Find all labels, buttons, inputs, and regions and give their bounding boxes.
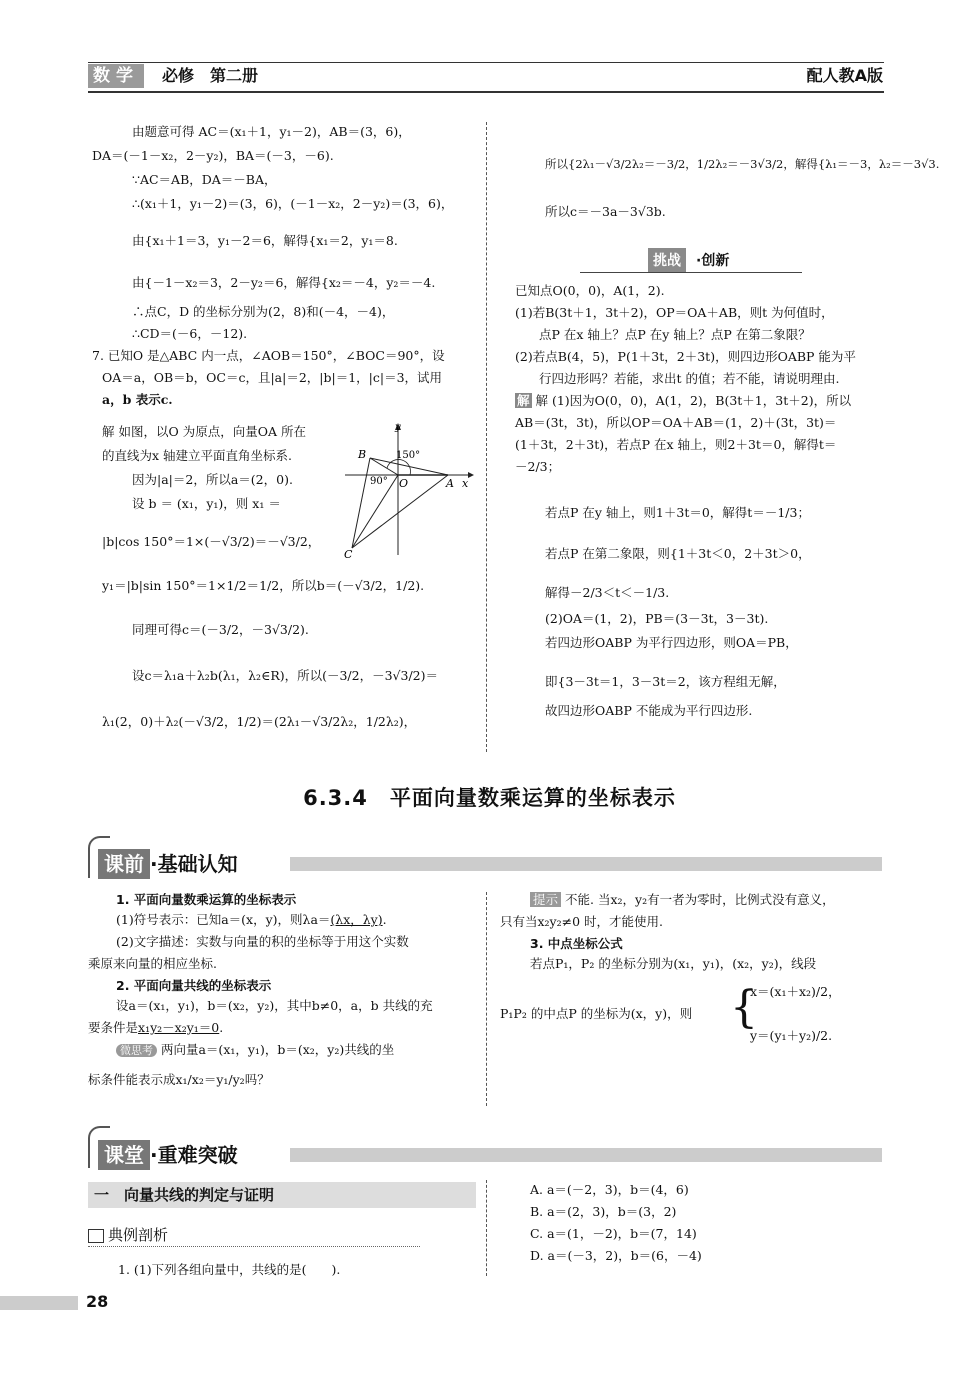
text-line: (1)若B(3t＋1，3t＋2)，OP＝OA＋AB，则t 为何值时， — [515, 305, 834, 320]
example-head: 典例剖析 — [108, 1226, 169, 1244]
formula-line: 同理可得c＝(－3/2，－3√3/2). — [132, 622, 309, 637]
solution-7 — [102, 424, 342, 562]
text-line: 若点P 在y 轴上，则1＋3t＝0，解得t＝－1/3； — [545, 505, 810, 520]
label-150: 150° — [396, 450, 421, 461]
text-line: 因为|a|＝2，所以a＝(2，0). — [132, 472, 293, 487]
option-d: D. a＝(－3，2)，b＝(6，－4) — [530, 1248, 702, 1263]
text-line: 若四边形OABP 为平行四边形，则OA＝PB， — [545, 635, 798, 650]
book-title: 必修 第二册 — [162, 66, 259, 85]
banner-bar — [290, 1148, 882, 1162]
label-c: C — [344, 548, 353, 560]
text: (1)符号表示：已知a＝(x，y)，则λa＝ — [116, 912, 331, 927]
equation-system: 由{x₁＋1＝3，y₁－2＝6，解得{x₁＝2，y₁＝8. — [132, 233, 398, 248]
formula-line: |b|cos 150°＝1×(－√3/2)＝－√3/2， — [102, 534, 321, 549]
text-line: 解得－2/3＜t＜－1/3. — [545, 585, 670, 600]
label-a: A — [446, 477, 454, 490]
coordinate-diagram — [340, 420, 475, 560]
inequality-system: 若点P 在第二象限，则{1＋3t＜0，2＋3t＞0， — [545, 546, 811, 561]
subhead: 2. 平面向量共线的坐标表示 — [116, 978, 272, 993]
think-line — [88, 1042, 478, 1072]
book-icon — [88, 1229, 104, 1243]
equation-system: 即{3－3t＝1，3－3t＝2，该方程组无解， — [545, 674, 786, 689]
solution-tag: 解 — [517, 393, 530, 408]
text-line: 点P 在x 轴上？点P 在y 轴上？点P 在第二象限？ — [539, 327, 811, 342]
formula-line: y₁＝|b|sin 150°＝1×1/2＝1/2，所以b＝(－√3/2，1/2). — [102, 578, 425, 593]
x-axis-arrow — [468, 472, 474, 478]
topic-head: 一 向量共线的判定与证明 — [88, 1182, 476, 1208]
label-x: x — [462, 477, 469, 490]
answer-blank: x₁y₂－x₂y₁＝0 — [138, 1020, 220, 1035]
text-line: 行四边形吗？若能，求出t 的值；若不能，请说明理由. — [539, 371, 840, 386]
subject-badge: 数学 — [88, 64, 144, 88]
label-o: O — [399, 477, 409, 490]
text-line: 的直线为x 轴建立平面直角坐标系. — [102, 448, 292, 463]
text-line: (2)文字描述：实数与向量的积的坐标等于用这个实数 — [116, 934, 409, 949]
text-line: ∴(x₁＋1，y₁－2)＝(3，6)，(－1－x₂，2－y₂)＝(3，6)， — [132, 196, 454, 211]
tip-badge: 提示 — [530, 892, 561, 907]
solution-7-cont — [102, 566, 482, 742]
text-line: 设a＝(x₁，y₁)，b＝(x₂，y₂)，其中b≠0，a，b 共线的充 — [116, 998, 433, 1013]
banner-bar — [290, 857, 882, 871]
text-line: 所以c＝－3a－3√3b. — [545, 204, 666, 219]
page-bar — [0, 1296, 78, 1310]
challenge-problem — [515, 283, 885, 725]
basic-left — [88, 892, 478, 1102]
challenge-text: ·创新 — [696, 253, 730, 269]
option-a: A. a＝(－2，3)，b＝(4，6) — [530, 1182, 689, 1197]
section-title: 6.3.4 平面向量数乘运算的坐标表示 — [303, 786, 676, 810]
text-line: (2)若点B(4，5)，P(1＋3t，2＋3t)，则四边形OABP 能为平 — [515, 349, 856, 364]
text-line: 只有当x₂y₂≠0 时，才能使用. — [500, 914, 664, 929]
text-line: 由题意可得 AC＝(x₁＋1，y₁－2)，AB＝(3，6)， — [132, 124, 411, 139]
text-line: (1＋3t，2＋3t)，若点P 在x 轴上，则2＋3t＝0，解得t＝ — [515, 437, 837, 452]
problem-7-line: OA＝a，OB＝b，OC＝c，且|a|＝2，|b|＝1，|c|＝3，试用 — [102, 370, 443, 385]
text-line: 已知点O(0，0)，A(1，2). — [515, 283, 665, 298]
banner-classroom — [98, 1139, 238, 1168]
solution-text: 解 (1)因为O(0，0)，A(1，2)，B(3t＋1，3t＋2)，所以 — [535, 393, 852, 408]
midpoint-formula — [500, 978, 885, 1058]
text-line: ∴CD＝(－6，－12). — [132, 326, 248, 341]
text-line: 若点P₁，P₂ 的坐标分别为(x₁，y₁)，(x₂，y₂)，线段 — [530, 956, 817, 971]
subhead: 3. 中点坐标公式 — [530, 936, 623, 951]
text-line: 设 b ＝ (x₁，y₁)，则 x₁ ＝ — [132, 496, 281, 511]
subhead: 1. 平面向量数乘运算的坐标表示 — [116, 892, 297, 907]
equation-system: 由{－1－x₂＝3，2－y₂＝6，解得{x₂＝－4，y₂＝－4. — [132, 275, 436, 290]
banner-text: ·基础认知 — [150, 852, 238, 876]
column-divider — [486, 122, 487, 752]
option-c: C. a＝(1，－2)，b＝(7，14) — [530, 1226, 697, 1241]
text-line: 标条件能表示成x₁/x₂＝y₁/y₂吗？ — [88, 1072, 270, 1087]
text-line: (2)OA＝(1，2)，PB＝(3－3t，3－3t). — [545, 611, 769, 626]
solution-line — [515, 393, 885, 415]
banner-basic — [98, 848, 238, 877]
formula-line: λ₁(2，0)＋λ₂(－√3/2，1/2)＝(2λ₁－√3/2λ₂，1/2λ₂)， — [102, 714, 417, 729]
text-line: －2/3； — [515, 459, 561, 474]
banner-tag: 课前 — [98, 849, 150, 879]
question-1: 1. (1)下列各组向量中，共线的是( ). — [118, 1262, 341, 1277]
challenge-tag: 挑战 — [648, 248, 686, 272]
formula-x: x＝(x₁＋x₂)/2， — [750, 984, 841, 999]
left-column — [92, 124, 477, 414]
label-90: 90° — [370, 476, 388, 487]
tip-line — [500, 892, 885, 914]
text-line: 要条件是x₁y₂－x₂y₁＝0. — [88, 1020, 224, 1035]
column-divider — [486, 1180, 487, 1276]
text-line: 解 如图，以O 为原点，向量OA 所在 — [102, 424, 306, 439]
text-line: ∵AC＝AB，DA＝－BA， — [132, 172, 277, 187]
text: 两向量a＝(x₁，y₁)，b＝(x₂，y₂)共线的坐 — [160, 1042, 395, 1057]
banner-tag: 课堂 — [98, 1140, 150, 1170]
label-b: B — [358, 448, 367, 461]
brace: { — [730, 982, 758, 1033]
angle-150-arc — [387, 459, 411, 475]
example-head-row — [88, 1224, 420, 1247]
text-line: 故四边形OABP 不能成为平行四边形. — [545, 703, 753, 718]
edition-label: 配人教A版 — [806, 66, 883, 85]
answer-blank: (λx，λy) — [330, 912, 383, 927]
label-y: y — [395, 422, 401, 433]
text: 要条件是 — [88, 1020, 139, 1035]
text-line: ∴点C，D 的坐标分别为(2，8)和(－4，－4)， — [132, 304, 395, 319]
text-line: (1)符号表示：已知a＝(x，y)，则λa＝(λx，λy). — [116, 912, 387, 927]
text-line: AB＝(3t，3t)，所以OP＝OA＋AB＝(1，2)＋(3t，3t)＝ — [515, 415, 837, 430]
banner-text: ·重难突破 — [150, 1143, 238, 1167]
text: 不能. 当x₂，y₂有一者为零时，比例式没有意义， — [565, 892, 835, 907]
basic-right — [500, 892, 885, 1058]
right-column — [515, 124, 940, 228]
formula-y: y＝(y₁＋y₂)/2. — [750, 1028, 833, 1043]
text-line: 乘原来向量的相应坐标. — [88, 956, 217, 971]
options-list — [530, 1182, 830, 1270]
problem-7-line: a，b 表示c. — [102, 392, 173, 407]
column-divider — [486, 892, 487, 1106]
think-badge: 微思考 — [116, 1044, 157, 1057]
lambda-system: 所以{2λ₁－√3/2λ₂＝－3/2，1/2λ₂＝－3√3/2，解得{λ₁＝－3，λ₂＝－3√3. — [545, 157, 940, 171]
text-line: DA＝(－1－x₂，2－y₂)，BA＝(－3，－6). — [92, 148, 334, 163]
formula-line: 设c＝λ₁a＋λ₂b(λ₁，λ₂∈R)，所以(－3/2，－3√3/2)＝ — [132, 668, 439, 683]
problem-7-line: 7. 已知O 是△ABC 内一点，∠AOB＝150°，∠BOC＝90°，设 — [92, 348, 445, 363]
text-line: P₁P₂ 的中点P 的坐标为(x，y)，则 — [500, 1006, 693, 1021]
challenge-banner — [580, 248, 802, 273]
page-number: 28 — [86, 1292, 109, 1311]
option-b: B. a＝(2，3)，b＝(3，2) — [530, 1204, 677, 1219]
